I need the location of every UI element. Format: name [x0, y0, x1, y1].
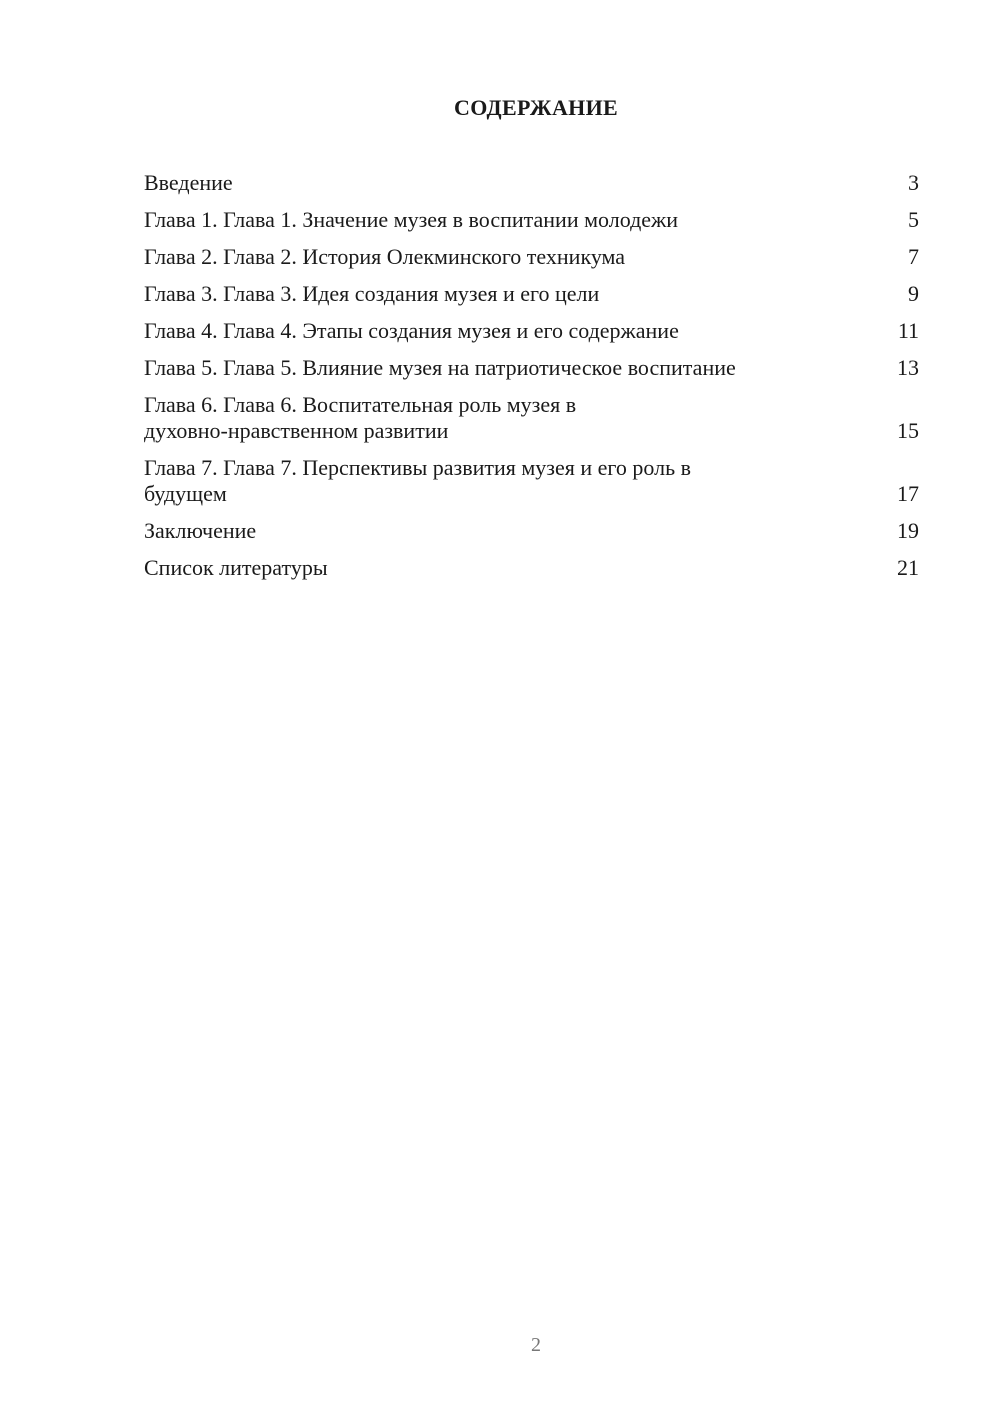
- toc-entry-page: 21: [897, 555, 919, 580]
- toc-entry-chapter-3: [144, 281, 919, 307]
- toc-entry-label: Список литературы: [144, 555, 328, 580]
- toc-entry-chapter-4: [144, 318, 919, 344]
- toc-entry-page: 11: [897, 318, 919, 343]
- toc-entry-page: 17: [897, 481, 919, 506]
- toc-entry-chapter-6: [144, 392, 919, 444]
- toc-entry-conclusion: [144, 518, 919, 544]
- page-title: СОДЕРЖАНИЕ: [454, 95, 618, 120]
- toc-entry-chapter-1: [144, 207, 919, 233]
- toc-entry-chapter-2: [144, 244, 919, 270]
- toc-entry-label: Глава 3. Глава 3. Идея создания музея и его цели: [144, 281, 600, 306]
- toc-entry-page: 9: [908, 281, 919, 306]
- toc-entry-label: Глава 2. Глава 2. История Олекминского техникума: [144, 244, 626, 269]
- table-of-contents: [144, 170, 919, 592]
- toc-entry-page: 13: [897, 355, 919, 380]
- toc-entry-label: Глава 6. Глава 6. Воспитательная роль музея в духовно-нравственном развитии: [144, 392, 577, 443]
- toc-entry-label: Глава 4. Глава 4. Этапы создания музея и его содержание: [144, 318, 679, 343]
- page-number: 2: [531, 1334, 541, 1356]
- toc-entry-label: Глава 5. Глава 5. Влияние музея на патриотическое воспитание: [144, 355, 736, 380]
- toc-entry-page: 5: [908, 207, 919, 232]
- toc-entry-label: Глава 1. Глава 1. Значение музея в воспитании молодежи: [144, 207, 679, 232]
- toc-entry-page: 3: [908, 170, 919, 195]
- toc-entry-page: 19: [897, 518, 919, 543]
- toc-entry-label: Глава 7. Глава 7. Перспективы развития музея и его роль в будущем: [144, 455, 691, 506]
- toc-entry-chapter-7: [144, 455, 919, 507]
- toc-entry-page: 7: [908, 244, 919, 269]
- toc-entry-references: [144, 555, 919, 581]
- toc-entry-introduction: [144, 170, 919, 196]
- toc-entry-label: Заключение: [144, 518, 257, 543]
- toc-entry-chapter-5: [144, 355, 919, 381]
- toc-entry-page: 15: [897, 418, 919, 443]
- toc-entry-label: Введение: [144, 170, 233, 195]
